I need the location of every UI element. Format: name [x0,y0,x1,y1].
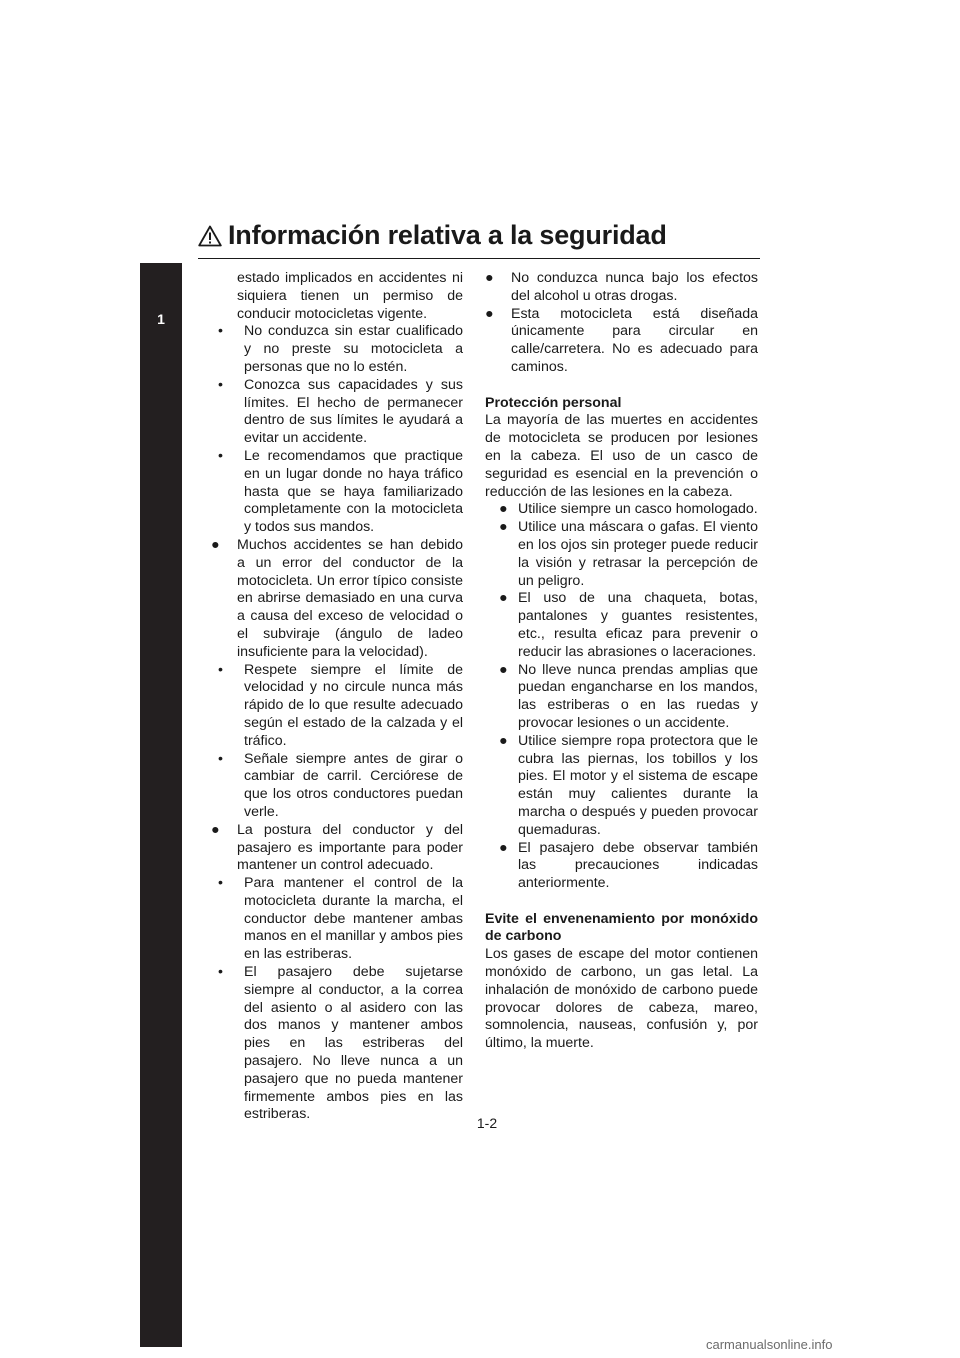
list-item-text: Utilice siempre un casco homologado. [518,501,758,518]
list-item-text: El uso de una chaqueta, botas, pantalones y guantes resistentes, etc., resulta eficaz para prevenir o reducir las abrasiones o laceraciones. [518,590,758,660]
list-item [211,377,463,448]
bullet-small: • [218,447,223,464]
bullet-large: ● [499,519,508,536]
list-item-text: No lleve nunca prendas amplias que puedan engancharse en los mandos, las estriberas o en las ruedas y provocar lesiones o un accidente. [518,661,758,731]
list-item [211,323,463,376]
page-title: Información relativa a la seguridad [228,220,667,250]
list-item-text: El pasajero debe observar también las precauciones indicadas anteriormente. [518,839,758,892]
page-number: 1-2 [476,1115,498,1131]
list-item [211,448,463,537]
bullet-small: • [218,750,223,767]
bullet-large: ● [211,536,220,553]
list-item-text: Conozca sus capacidades y sus límites. El hecho de permanecer dentro de sus límites le ayudará a evitar un accidente. [244,376,463,447]
bullet-large: ● [211,821,220,838]
list-item [211,537,463,662]
list-item-text: Le recomendamos que practique en un lugar donde no haya tráfico hasta que se haya familiarizado completamente con la motocicleta y todos sus mandos. [244,447,463,536]
bullet-small: • [218,964,223,981]
list-item-text: La postura del conductor y del pasajero es importante para poder mantener un control adecuado. [237,821,463,874]
bullet-large: ● [485,270,494,286]
list-item-text: Utilice siempre ropa protectora que le cubra las piernas, los tobillos y los pies. El motor y el sistema de escape están muy calientes durante la marcha o después y pueden provocar quemaduras. [518,732,758,838]
list-item [485,519,758,590]
list-item [485,501,758,519]
section-paragraph: Los gases de escape del motor contienen monóxido de carbono, un gas letal. La inhalación de monóxido de carbono puede provocar dolores de cabeza, mareo, somnolencia, nauseas, confusión y, por último, la muerte. [485,946,758,1052]
section-heading: Protección personal [485,394,622,411]
list-item-text: Señale siempre antes de girar o cambiar de carril. Cerciórese de que los otros conductores puedan verle. [244,750,463,820]
section-paragraph: La mayoría de las muertes en accidentes de motocicleta se producen por lesiones en la cabeza. El uso de un casco de seguridad es esencial en la prevención o reducción de las lesiones en la cabeza. [485,412,758,500]
bullet-small: • [218,376,223,393]
page-header [198,222,760,259]
list-item-text: Respete siempre el límite de velocidad y no circule nunca más rápido de lo que resulte adecuado según el estado de la calzada y el tráfico. [244,661,463,749]
bullet-large: ● [499,501,508,518]
list-item [485,840,758,893]
list-item [485,306,758,377]
list-item-text: Esta motocicleta está diseñada únicamente para circular en calle/carretera. No es adecuado para caminos. [511,305,758,375]
list-item [485,270,758,306]
list-item-text: No conduzca sin estar cualificado y no preste su motocicleta a personas que no lo estén. [244,323,463,375]
list-item [485,590,758,661]
bullet-small: • [218,323,223,340]
bullet-large: ● [499,590,508,607]
list-item [485,662,758,733]
list-item [211,964,463,1124]
left-column [211,270,463,1124]
list-item-text: Utilice una máscara o gafas. El viento en los ojos sin proteger puede reducir la visión y retrasar la percepción de un peligro. [518,519,758,589]
section-heading: Evite el envenenamiento por monóxido de carbono [485,910,758,945]
chapter-tab [140,263,182,1347]
intro-text: estado implicados en accidentes ni siquiera tienen un permiso de conducir motocicletas vigente. [237,270,463,322]
bullet-large: ● [499,839,508,856]
bullet-large: ● [499,661,508,678]
bullet-small: • [218,875,223,892]
list-item-text: No conduzca nunca bajo los efectos del alcohol u otras drogas. [511,270,758,304]
bullet-small: • [218,661,223,678]
list-item [485,733,758,840]
list-item [211,751,463,822]
chapter-number: 1 [157,311,165,327]
list-item [211,822,463,875]
right-column [485,270,758,1053]
list-item-text: El pasajero debe sujetarse siempre al conductor, a la correa del asiento o al asidero con las dos manos y mantener ambos pies en las estriberas del pasajero. No lleve nunca a un pasajero que no pueda mantener firmemente ambos pies en las estriberas. [244,964,463,1123]
bullet-large: ● [485,305,494,322]
list-item [211,875,463,964]
bullet-large: ● [499,732,508,749]
list-item [211,662,463,751]
warning-icon [198,225,222,247]
list-item-text: Muchos accidentes se han debido a un error del conductor de la motocicleta. Un error típico consiste en abrirse demasiado en una curva a causa del exceso de velocidad o el subviraje (ángulo de ladeo insuficiente para la velocidad). [237,536,463,660]
watermark: carmanualsonline.info [706,1337,833,1352]
list-item-text: Para mantener el control de la motocicleta durante la marcha, el conductor debe mantener ambas manos en el manillar y ambos pies en las estriberas. [244,875,463,963]
